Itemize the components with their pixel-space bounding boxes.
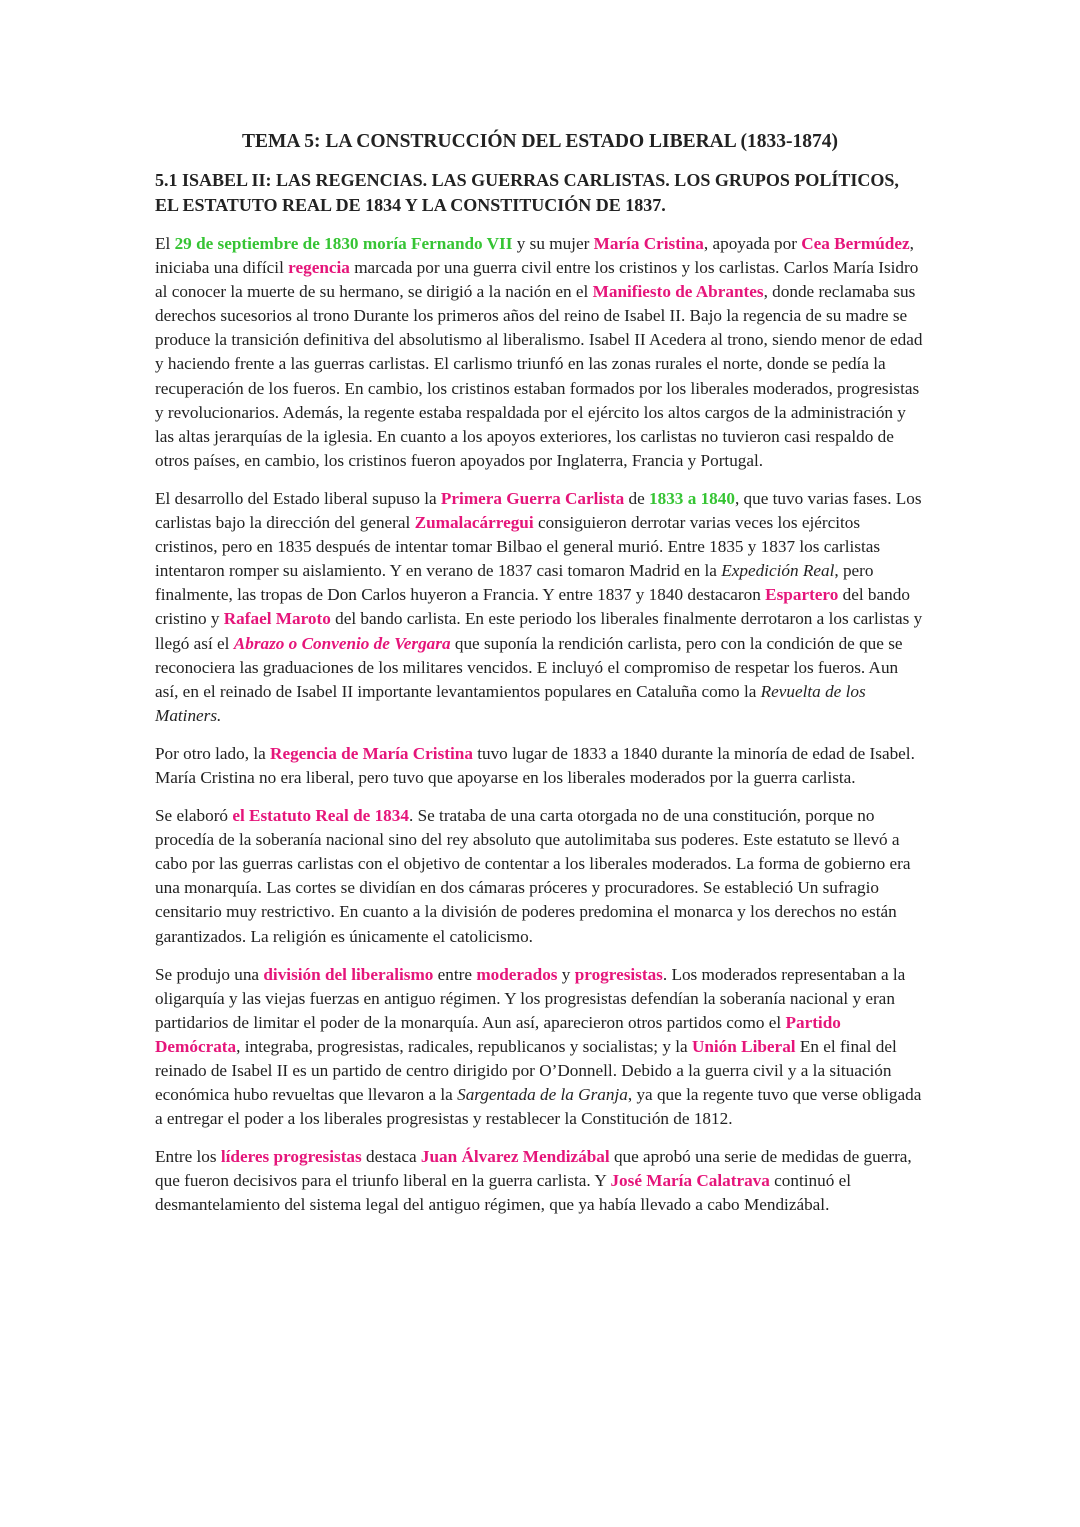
text-run: . Se trataba de una carta otorgada no de una constitución, porque no procedía de la soberanía nacional sino del rey absoluto que autolimitaba sus poderes. Este estatuto se llevó a cabo por las guerras carlistas con el objetivo de contentar a los liberales moderados. La forma de gobierno era una monarquía. Las cortes se dividían en dos cámaras próceres y procuradores. Se estableció Un sufragio censitario muy restrictivo. En cuanto a la división de poderes predomina el monarca y los derechos no están garantizados. La religión es únicamente el catolicismo. xyxy=(155,806,911,946)
paragraph-regencias xyxy=(155,232,925,473)
highlighted-date: 1833 a 1840 xyxy=(649,488,735,508)
document-body xyxy=(155,232,925,1218)
document-page xyxy=(155,128,925,1232)
highlighted-term: líderes progresistas xyxy=(220,1147,362,1167)
highlighted-term: Regencia de María Cristina xyxy=(270,743,473,763)
highlighted-term: Manifiesto de Abrantes xyxy=(592,282,764,302)
document-title: TEMA 5: LA CONSTRUCCIÓN DEL ESTADO LIBERAL (1833-1874) xyxy=(241,131,839,152)
highlighted-date: 29 de septiembre de 1830 xyxy=(174,234,359,253)
italic-term: Revuelta de los Matiners. xyxy=(155,681,866,725)
highlighted-term: Unión Liberal xyxy=(691,1036,796,1056)
text-run: , ya que la regente tuvo que verse obligada a entregar el poder a los liberales progresistas y restablecer la Constitución de 1812. xyxy=(155,1085,922,1129)
text-run: que suponía la rendición carlista, pero con la condición de que se reconociera las graduaciones de los militares vencidos. E incluyó el compromiso de respetar los fueros. Aun así, en el reinado de Isabel II importante levantamientos populares en Cataluña como la xyxy=(155,633,903,701)
section-heading: 5.1 ISABEL II: LAS REGENCIAS. LAS GUERRAS CARLISTAS. LOS GRUPOS POLÍTICOS, EL ESTATUTO REAL DE 1834 Y LA CONSTITUCIÓN DE 1837. xyxy=(155,170,899,215)
highlighted-term: Zumalacárregui xyxy=(414,513,534,533)
text-run: del bando carlista. En este periodo los liberales finalmente derrotaron a los carlistas y llegó así el xyxy=(155,609,923,653)
highlighted-term: el Estatuto Real de 1834 xyxy=(232,806,409,826)
highlighted-date: moría Fernando VII xyxy=(362,234,513,253)
text-run: , apoyada por xyxy=(703,234,802,253)
text-run: Por otro lado, la xyxy=(155,743,271,763)
highlighted-term: Cea Bermúdez xyxy=(801,234,910,253)
text-run: tuvo lugar de 1833 a 1840 durante la minoría de edad de Isabel. María Cristina no era liberal, pero tuvo que apoyarse en los liberales moderados por la guerra carlista. xyxy=(155,743,915,787)
highlighted-term: progresistas xyxy=(574,964,663,984)
highlighted-italic-term: Abrazo o Convenio de Vergara xyxy=(233,633,451,653)
text-run: destaca xyxy=(361,1147,421,1167)
paragraph-lideres-progresistas xyxy=(155,1145,925,1217)
text-run: , iniciaba una difícil xyxy=(155,234,914,278)
highlighted-term: Juan Álvarez Mendizábal xyxy=(420,1147,610,1167)
highlighted-term: Partido Demócrata xyxy=(155,1012,841,1056)
highlighted-term: María Cristina xyxy=(593,234,704,253)
text-run: entre xyxy=(433,964,477,984)
highlighted-term: regencia xyxy=(288,258,350,278)
text-run: del bando cristino y xyxy=(155,585,910,629)
text-run: continuó el desmantelamiento del sistema legal del antiguo régimen, que ya había llevado a cabo Mendizábal. xyxy=(155,1171,852,1215)
text-run: Entre los xyxy=(155,1147,221,1167)
text-run: , que tuvo varias fases. Los carlistas bajo la dirección del general xyxy=(155,488,922,533)
highlighted-term: Primera Guerra Carlista xyxy=(440,488,625,508)
text-run: El xyxy=(155,234,175,253)
highlighted-term: José María Calatrava xyxy=(610,1171,770,1191)
text-run: . Los moderados representaban a la oligarquía y las viejas fuerzas en antiguo régimen. Y los progresistas defendían la soberanía nacional y eran partidarios de limitar el poder de la monarquía. Aun así, aparecieron otros partidos como el xyxy=(155,964,906,1032)
highlighted-term: división del liberalismo xyxy=(263,964,434,984)
text-run: , donde reclamaba sus derechos sucesorios al trono Durante los primeros años del reino de Isabel II. Bajo la regencia de su madre se produce la transición definitiva del absolutismo al liberalismo. Isabel II Acedera al trono, siendo menor de edad y haciendo frente a las guerras carlistas. El carlismo triunfó en las zonas rurales el norte, donde se pedía la recuperación de los fueros. En cambio, los cristinos estaban formados por los liberales moderados, progresistas y revolucionarios. Además, la regente estaba respaldada por el ejército los altos cargos de la administración y las altas jerarquías de la iglesia. En cuanto a los apoyos exteriores, los carlistas no tuvieron casi respaldo de otros países, en cambio, los cristinos fueron apoyados por Inglaterra, Francia y Portugal. xyxy=(155,282,923,470)
highlighted-term: Espartero xyxy=(765,585,839,605)
text-run: , pero finalmente, las tropas de Don Carlos huyeron a Francia. Y entre 1837 y 1840 destacaron xyxy=(155,561,874,605)
text-run: marcada por una guerra civil entre los cristinos y los carlistas. Carlos María Isidro al conocer la muerte de su hermano, se dirigió a la nación en el xyxy=(155,258,919,302)
text-run: El desarrollo del Estado liberal supuso la xyxy=(155,488,441,508)
text-run: consiguieron derrotar varias veces los ejércitos cristinos, pero en 1835 después de intentar tomar Bilbao el general murió. Entre 1835 y 1837 los carlistas intentaron romper su aislamiento. Y en verano de 1837 casi tomaron Madrid en la xyxy=(155,513,881,581)
text-run: , integraba, progresistas, radicales, republicanos y socialistas; y la xyxy=(236,1036,692,1056)
text-run: y su mujer xyxy=(512,234,594,253)
paragraph-estatuto-real xyxy=(155,804,925,949)
paragraph-regencia-maria-cristina xyxy=(155,742,925,790)
text-run: y xyxy=(557,964,575,984)
paragraph-primera-guerra-carlista xyxy=(155,487,925,728)
italic-term: Sargentada de la Granja xyxy=(457,1085,628,1105)
paragraph-division-liberalismo xyxy=(155,963,925,1132)
text-run: Se elaboró xyxy=(155,806,233,826)
text-run: En el final del reinado de Isabel II es un partido de centro dirigido por O’Donnell. Debido a la guerra civil y a la situación económica hubo revueltas que llevaron a la xyxy=(155,1036,897,1105)
text-run: que aprobó una serie de medidas de guerra, que fueron decisivos para el triunfo liberal en la guerra carlista. Y xyxy=(155,1147,912,1191)
highlighted-term: moderados xyxy=(476,964,558,984)
text-run: Se produjo una xyxy=(155,964,264,984)
text-run: de xyxy=(624,488,650,508)
highlighted-term: Rafael Maroto xyxy=(223,609,331,629)
italic-term: Expedición Real xyxy=(721,561,835,581)
